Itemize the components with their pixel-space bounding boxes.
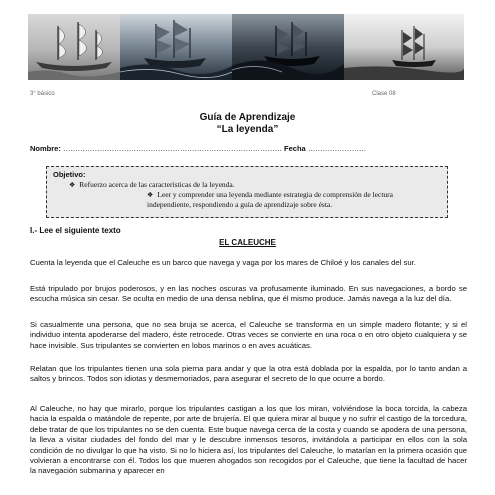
diamond-bullet-icon: ❖	[147, 191, 154, 199]
page-subtitle: “La leyenda”	[216, 124, 279, 135]
header-banner	[28, 14, 464, 80]
story-title: EL CALEUCHE	[219, 238, 276, 247]
ship-illustration-3	[232, 14, 344, 80]
story-paragraph: Relatan que los tripulantes tienen una sola pierna para andar y que la otra está doblada por la espalda, por lo tanto andan a saltos y brincos. Todos son idiotas y desmemoriados, para asegurar el secreto de lo que ocurre a bordo.	[30, 364, 467, 384]
name-field[interactable]: ………………………………………………………………………………	[62, 144, 282, 153]
story-paragraph: Cuenta la leyenda que el Caleuche es un barco que navega y vaga por los mares de Chiloé y los canales del sur.	[30, 258, 416, 267]
objective-item: ❖ Leer y comprender una leyenda mediante estrategia de comprensión de lectura independiente, respondiendo a guía de aprendizaje sobre ésta.	[147, 190, 394, 209]
objective-label: Objetivo:	[53, 170, 86, 179]
story-paragraph: Al Caleuche, no hay que mirarlo, porque los tripulantes castigan a los que los miran, volviéndose la boca torcida, la cabeza hacia la espalda o matándole de repente, por arte de brujería. El que quiera mirar al buque y no sufrir el castigo de la torcedura, debe tratar de que los tripulantes no se den cuenta. Este buque navega cerca de la costa y cuando se apodera de una persona, la lleva a visitar ciudades del fondo del mar y le descubre inmensos tesoros, invitándola a participar en ellos con la sola condición de no divulgar lo que ha visto. Si no lo hiciera así, los tripulantes del Caleuche, lo matarían en la primera ocasión que volvieran a encontrarse con él. Todos los que mueren ahogados son recogidos por el Caleuche, que tiene la facultad de hacer la navegación submarina y aparecer en	[30, 404, 467, 476]
class-label: Clase 08	[372, 91, 396, 97]
ship-illustration-1	[28, 14, 120, 80]
story-paragraph: Si casualmente una persona, que no sea bruja se acerca, el Caleuche se transforma en un simple madero flotante; y si el individuo intenta apoderarse del madero, éste retrocede. Otras veces se convierte en una roca o en otro objeto cualquiera y se hace invisible. Sus tripulantes se convierten en lobos marinos o en aves acuáticas.	[30, 320, 467, 350]
section-heading: I.- Lee el siguiente texto	[30, 226, 121, 235]
date-field[interactable]: ……………………	[307, 144, 367, 153]
name-date-row	[30, 144, 366, 153]
ship-illustration-4	[344, 14, 464, 80]
name-label: Nombre:	[30, 144, 61, 153]
story-paragraph: Está tripulado por brujos poderosos, y en las noches oscuras va profusamente iluminado. En sus navegaciones, a bordo se escucha música sin cesar. Se oculta en medio de una densa neblina, que él mismo produce. Jamás navega a la luz del día.	[30, 284, 467, 304]
diamond-bullet-icon: ❖	[69, 181, 76, 189]
objective-box	[46, 166, 448, 218]
ship-illustration-2	[120, 14, 232, 80]
objective-item: ❖ Refuerzo acerca de las características de la leyenda.	[69, 180, 235, 189]
page-title: Guía de Aprendizaje	[199, 112, 296, 123]
date-label: Fecha	[284, 144, 306, 153]
grade-label: 3° básico	[30, 91, 55, 97]
